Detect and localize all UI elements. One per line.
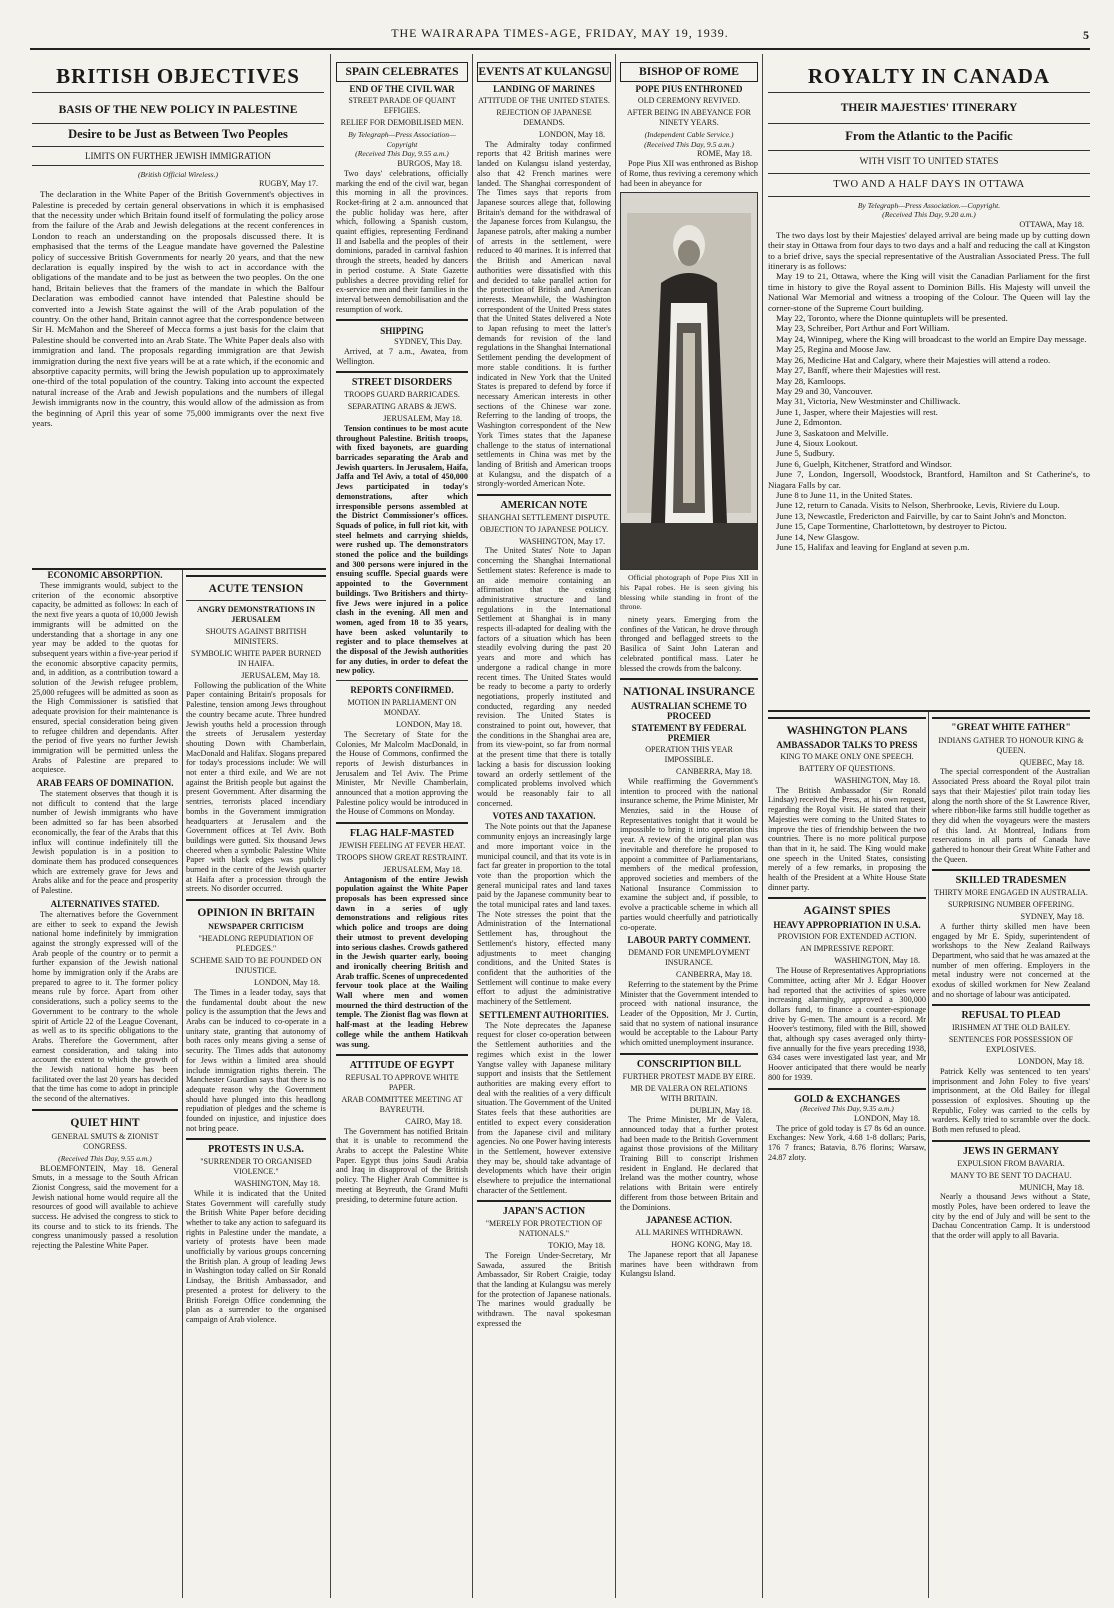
article-body: The Foreign Under-Secretary, Mr Sawada, assured the British Ambassador, Sir Robert Craigie, today that the landing at Kulangsu was merely for the protection of Japanese nationals. The marines would gradually be withdrawn. The naval spokesman expressed the [477,1250,611,1328]
subheadline: SEPARATING ARABS & JEWS. [347,402,457,412]
section-heading: REPORTS CONFIRMED. [350,685,454,696]
received-line: (Received This Day, 9.5 a.m.) [644,139,734,149]
article-body: The price of gold today is £7 8s 6d an ounce. Exchanges: New York, 4.68 1-8 dollars; Paris, 176 7 francs; Batavia, 8.76 florins; Warsaw, 24.87 zloty. [768,1123,926,1162]
subheadline: IRISHMEN AT THE OLD BAILEY. [951,1023,1070,1033]
subheadline: TWO AND A HALF DAYS IN OTTAWA [833,178,1025,190]
dateline: WASHINGTON, May 18. [834,956,920,966]
article-body: The United States' Note to Japan concerning the Shanghai International Settlement states: Reference is made to an aide memoire containing an affirmation that the existing administrative structure and land regulations in the International Settlement at Shanghai is in many respects ill-adapted for dealing with the factors of a situation which has been steadily evolving during the past 20 years and more and which has undergone a radical change in more recent times. The United States would be ready to become a party to orderly negotiations, properly instituted and conducted, regarding any needed revision. The United States is constrained to point out, however, that the conditions in the Shanghai area are, from its view-point, so far from normal at the present time that there is totally lacking a basis for discussion looking toward an orderly settlement of the complicated problems involved which would be reasonably fair to all concerned. [477,546,611,808]
article-body: While it is indicated that the United States Government will carefully study the British White Paper before deciding whether to take any action to safeguard its rights in Palestine under the mandate, a variety of protests have been made unofficially by various groups concerning the British plan. A group of leading Jews in Washington today called on Sir Ronald Lindsay, the British Ambassador, and presented a protest for delivery to the British Foreign Office condemning the plan as a surrender to the organised campaign of Arab violence. [186,1188,326,1324]
photo-caption: Official photograph of Pope Pius XII in his Papal robes. He is seen giving his blessing while standing in front of the throne. [620,573,758,612]
dateline: HONG KONG, May 18. [671,1240,752,1250]
itinerary-item: June 15, Cape Tormentine, Charlottetown, by destroyer to Pictou. [776,521,1007,532]
section-heading: VOTES AND TAXATION. [492,811,596,822]
article-body: The special correspondent of the Australian Associated Press aboard the Royal pilot train says that their Majesties' pilot train today lies along the north shore of the St Lawrence River, where ribbon-like farms still huddle together as they did when the voyageurs were the masters of this land. At Montreal, Indians from reservations in all parts of Canada have gathered to honour their Great White Father and the Queen. [932,767,1090,864]
subheadline: BATTERY OF QUESTIONS. [799,764,895,773]
subheadline: TROOPS GUARD BARRICADES. [344,390,460,400]
article-body: The British Ambassador (Sir Ronald Lindsay) received the Press, at his own request, regarding the Royal visit. He stated that their Majesties were coming to the United States to improve the ties of friendship between the two countries. There is no more political purpose than that in it, he said. The King would make one speech in the United States, consisting merely of a few remarks, in proposing the health of the President at a White House State dinner party. [768,785,926,892]
article-body: Tension continues to be most acute throughout Palestine. British troops, with fixed bayonets, are guarding barricades separating the Arab and Jewish quarters. In Jerusalem, Haifa, Jaffa and Tel Aviv, a total of 450,000 Jews participated in today's demonstrations, after which irresponsible persons assembled at the District Commissioner's offices. Squads of police, in full riot kit, with steel helmets and carrying shields, were rushed up. The demonstrators stoned the police and the buildings and 300 persons were injured in the ensuing scuffle. Special guards were appointed to the Government buildings. Two Britishers and thirty-five Jews were injured in a police clash in the evening. All men and women, aged from 18 to 35 years, have been asked voluntarily to register and to place themselves at the disposal of the Jewish authorities for any duties, in order to defeat the new policy. [336,423,468,676]
section-heading: LABOUR PARTY COMMENT. [627,935,751,946]
article-body: Antagonism of the entire Jewish population against the White Paper proposals has been expressed since dawn in a series of ugly demonstrations and religious rites which police and troops are doing their utmost to prevent developing into serious clashes. Crowds gathered in the Jewish quarter early, booing and ironically cheering British and Arab traffic. Scenes of unprecedented fervour took place at the Wailing Wall where men and women mourned the third destruction of the temple. The Zionist flag was flown at half-mast at the leading Hebrew college while the anthem Hatikvah was sung. [336,874,468,1049]
itinerary-list [768,271,1090,552]
dateline: LONDON, May 18. [539,130,605,139]
subheadline: HEAVY APPROPRIATION IN U.S.A. [773,920,921,931]
subheadline: MANY TO BE SENT TO DACHAU. [950,1170,1072,1180]
headline: SHIPPING [380,326,424,337]
subheadline: SHANGHAI SETTLEMENT DISPUTE. [477,512,611,522]
headline: NATIONAL INSURANCE [623,686,755,699]
subheadline: INDIANS GATHER TO HONOUR KING & QUEEN. [938,735,1084,755]
headline: ATTITUDE OF EGYPT [349,1060,455,1072]
article-body: A further thirty skilled men have been engaged by Mr E. Spidy, superintendent of workshops to the New Zealand Railways Department, who said that he was amazed at the number of men offering. Employers in the metal industry were not concerned at the exodus of skilled workmen for New Zealand and no shortage of labour was anticipated. [932,921,1090,999]
masthead [30,26,1090,50]
itinerary-item: May 19 to 21, Ottawa, where the King will visit the Canadian Parliament for the first time in history to give the Royal assent to Dominion Bills. His Majesty will unveil the National War Memorial and witness a trooping of the Colour. The Queen will lay the corner-stone of the Supreme Court building. [768,271,1090,313]
headline: CONSCRIPTION BILL [636,1058,742,1070]
dateline: RUGBY, May 17. [259,179,318,189]
dateline: OTTAWA, May 18. [1019,220,1084,230]
article-body: The Times in a leader today, says that the fundamental doubt about the new policy is the assumption that the Jews and Arabs can be induced to co-operate in a unitary state, granting that autonomy of both races only means giving a sense of security. The Times adds that autonomy for Jews within a limited area should include immigration rights therein. The Manchester Guardian says that there is no adequate reason why the Government should have plunged into this headlong repudiation of pledges and the scheme is founded on injustice, and injustice does not bring peace. [186,987,326,1133]
headline: STREET DISORDERS [351,377,453,389]
itinerary-item: June 14, New Glasgow. [776,531,860,542]
headline: ACUTE TENSION [208,583,304,595]
article-body: These immigrants would, subject to the criterion of the economic absorptive capacity, be admitted as follows: In each of the next five years a quota of 10,000 Jewish immigrants will be admitted on the understanding that a shortage in any one year may be added to the quotas for subsequent years within a five-year period if the economic absorptive capacity permits, and, in addition, as a contribution toward a solution of the Jewish refugee problem, 25,000 refugees will be admitted as soon as the High Commissioner is satisfied that adequate provision for their maintenance is ensured, special consideration being given to refugee children and dependants. After the period of five years no further Jewish immigration will be permitted unless the Arabs of Palestine are prepared to acquiesce. [32,581,178,775]
headline: ROYALTY IN CANADA [807,64,1051,88]
article-body: Nearly a thousand Jews without a State, mostly Poles, have been ordered to leave the city by the end of July and will be sent to the Dachau Concentration Camp. It is understood that the order will apply to all Bavaria. [932,1192,1090,1241]
article-body: The Secretary of State for the Colonies, Mr Malcolm MacDonald, in the House of Commons, confirmed the reports of Jewish disturbances in Jerusalem and Tel Aviv. The Prime Minister, Mr Neville Chamberlain, announced that a motion approving the Palestine policy would be introduced in the House of Commons on Monday. [336,729,468,817]
dateline: LONDON, May 18. [1018,1057,1084,1067]
article-royalty-in-canada [768,54,1090,704]
article-body: The alternatives before the Government are either to seek to expand the Jewish national home indefinitely by immigration against the strongly expressed will of the Arab people of the country or to permit a further expansion of the Jewish national home by immigration only if the Arabs are prepared to agree to it. The former policy means rule by force. Apart from other considerations, such a policy seems to the Government to be contrary to the whole spirit of Article 22 of the League Covenant, as well as to its specific obligations to the Arabs. Therefore the Government, after earnest consideration, and taking into account the extent to which the growth of the Jewish national home has been facilitated over the last 20 years has decided that the time has come to adopt in principle the second of the alternatives. [32,909,178,1104]
headline: JAPAN'S ACTION [502,1206,586,1218]
subheadline: THEIR MAJESTIES' ITINERARY [840,102,1018,114]
itinerary-item: June 1, Jasper, where their Majesties will rest. [776,406,938,417]
headline: SKILLED TRADESMEN [955,875,1067,887]
subheadline: SENTENCES FOR POSSESSION OF EXPLOSIVES. [948,1035,1074,1055]
subheadline: SYMBOLIC WHITE PAPER BURNED IN HAIFA. [190,649,321,668]
article-body: Following the publication of the White Paper containing Britain's proposals for Palestine, tension among Jews throughout the country became acute. Three hundred Jewish youths held a procession through the streets of Jerusalem yesterday shouting Down with Chamberlain, MacDonald and Halifax. Slogans prepared for today's processions include: We will not enter a third exile, and We are not against the British people but against the present Government. After disarming the sentries, terrorists placed incendiary bombs in the Government immigration headquarters at Jerusalem and the Government offices at Tel Aviv. Both buildings were gutted. Six thousand Jews cheered when a symbolic Palestine White Paper with black edges was publicly burned in the centre of the Jewish quarter at Haifa after a procession through the streets. No disorder occurred. [186,680,326,894]
column-rule [330,54,331,1598]
subheadline: AN IMPRESSIVE REPORT. [800,944,894,954]
dateline: JERUSALEM, May 18. [241,671,320,680]
article-british-objectives [32,54,324,568]
subheadline: SHOUTS AGAINST BRITISH MINISTERS. [205,627,307,646]
dateline: LONDON, May 18. [854,1113,920,1123]
dateline: WASHINGTON, May 17. [519,536,605,546]
subheadline: JEWISH FEELING AT FEVER HEAT. [338,840,466,850]
subheadline: OPERATION THIS YEAR IMPOSSIBLE. [645,745,733,765]
subheadline: GENERAL SMUTS & ZIONIST CONGRESS. [51,1131,159,1151]
subheadline: FURTHER PROTEST MADE BY EIRE. [622,1071,756,1081]
masthead-title: THE WAIRARAPA TIMES-AGE, FRIDAY, MAY 19, 1939. [391,26,729,40]
article-body: The Note points out that the Japanese community enjoys an increasingly large and more important voice in the municipal council, and that its vote is in fact far greater in proportion to the total vote than the proportion which the general municipal rates and land taxes paid by the Japanese community bear to the total municipal rates and land taxes. The Note stresses the point that the Administration of the International Settlement has, throughout the Settlement's history, effected many adjustments to meet changing conditions, and the United States is confident that the authorities of the Settlement will continue to make every effort to adjust the administrative machinery of the Settlement. [477,822,611,1007]
itinerary-item: May 29 and 30, Vancouver. [776,385,873,396]
subheadline: MR DE VALERA ON RELATIONS WITH BRITAIN. [630,1083,748,1103]
itinerary-item: June 12, return to Canada. Visits to Nelson, Sherbrooke, Levis, Riviere du Loup. [776,500,1060,511]
dateline: CAIRO, May 18. [405,1116,462,1126]
subheadline: STREET PARADE OF QUAINT EFFIGIES. [348,96,456,115]
dateline: CANBERRA, May 18. [676,970,752,980]
headline: AGAINST SPIES [803,905,891,918]
dateline: LONDON, May 18. [396,720,462,730]
itinerary-item: June 8 to June 11, in the United States. [776,489,913,500]
dateline: TOKIO, May 18. [548,1241,605,1251]
itinerary-item: May 31, Victoria, New Westminster and Chilliwack. [776,396,961,407]
subheadline: EXPULSION FROM BAVARIA. [957,1158,1065,1168]
subheadline: RELIEF FOR DEMOBILISED MEN. [340,118,464,127]
headline: EVENTS AT KULANGSU [477,62,611,82]
article-body: The two days lost by their Majesties' delayed arrival are being made up by cutting down their stay in Ottawa from four days to two days and a half and reducing the call at Kingston to a brief drive, says the special representative of the Australian Associated Press. The full itinerary is as follows: [768,229,1090,272]
section-heading: JAPANESE ACTION. [646,1215,732,1226]
dateline: BURGOS, May 18. [397,159,462,169]
article-body: Arrived, at 7 a.m., Awatea, from Wellington. [336,347,468,366]
article-body: The declaration in the White Paper of the British Government's objectives in Palestine is preceded by certain general observations in which it is emphasised that the necessity under which Britain found itself of formulating the policy arose from the failure of the Arab and Jewish delegations at the recent conferences in London to reach an understanding on the proposals discussed there. It is emphasised that the terms of the League mandate have governed the Palestine policy of successive British Governments for nearly 20 years, and that the new declaration is equally inspired by the wish to act in accordance with the obligations of the mandate and to be just as between the two peoples. On the one hand, Britain believes that the framers of the mandate in which the Balfour Declaration was embodied cannot have intended that Palestine should be converted into a Jewish State against the will of the Arab population of the country. On the other hand, Britain cannot agree that the correspondence between Sir H. McMahon and the Shereef of Mecca forms a just basis for the claim that Palestine should be converted into an Arab State. The White Paper deals also with immigration and land. The proposals regarding immigration are that Jewish immigration during the next five years will be at a rate which, if the economic and absorptive capacity permits, will bring the Jewish population up to approximately one-third of the total population of the country. Taking into account the expected natural increase of the Arab and Jewish populations and the numbers of illegal Jewish immigrants now in the country, this would allow of the admission as from the beginning of April this year of some 75,000 immigrants over the next five years. [32,189,324,429]
subheadline: AMBASSADOR TALKS TO PRESS [776,740,918,750]
subheadline: STATEMENT BY FEDERAL PREMIER [631,723,747,744]
article-kulangsu [477,54,611,1598]
headline: BISHOP OF ROME [620,62,758,82]
column-rule [615,54,616,1598]
subheadline: THIRTY MORE ENGAGED IN AUSTRALIA. [934,888,1088,898]
itinerary-item: June 15, Halifax and leaving for England at seven p.m. [776,542,970,552]
itinerary-item: May 28, Kamloops. [776,375,846,386]
page-number: 5 [1083,28,1090,42]
subheadline: SCHEME SAID TO BE FOUNDED ON INJUSTICE. [190,956,322,976]
subheadline: ANGRY DEMONSTRATIONS IN JERUSALEM [197,605,315,624]
subheadline: ALL MARINES WITHDRAWN. [635,1228,743,1238]
subheadline: BASIS OF THE NEW POLICY IN PALESTINE [58,104,298,116]
subheadline: PROVISION FOR EXTENDED ACTION. [777,932,917,942]
article-body: The statement observes that though it is not difficult to contend that the large number of Jewish immigrants who have been admitted so far has been absorbed economically, the fear of the Arabs that this influx will continue indefinitely till the Jewish population is in a position to dominate them has produced consequences which are extremely grave for Jews and Arabs alike and for the peace and prosperity of Palestine. [32,789,178,896]
itinerary-item: June 2, Edmonton. [776,417,842,428]
subheadline: "SURRENDER TO ORGANISED VIOLENCE." [200,1157,312,1177]
article-pope [620,54,758,1598]
article-body: Pope Pius XII was enthroned as Bishop of Rome, thus reviving a ceremony which had been in abeyance for [620,159,758,188]
dateline: SYDNEY, This Day. [394,337,462,347]
section-heading: SETTLEMENT AUTHORITIES. [479,1009,609,1020]
dateline: DUBLIN, May 18. [689,1105,752,1115]
subheadline: From the Atlantic to the Pacific [845,129,1013,143]
subheadline: Desire to be Just as Between Two Peoples [68,127,288,141]
received-line: (Received This Day, 9.55 a.m.) [58,1153,152,1163]
article-body: The Japanese report that all Japanese marines have been withdrawn from Kulangsu Island. [620,1249,758,1279]
subheadline: LANDING OF MARINES [493,84,595,94]
subheadline: ATTITUDE OF THE UNITED STATES. [478,96,610,105]
itinerary-item: May 23, Schreiber, Port Arthur and Fort William. [776,323,950,334]
article-body: Referring to the statement by the Prime Minister that the Government intended to proceed with national insurance, the Leader of the Opposition, Mr J. Curtin, said that no system of national insurance would be acceptable to the Labour Party which omitted unemployment insurance. [620,979,758,1048]
article-washington-plans [768,712,926,1598]
byline: By Telegraph—Press Association—Copyright [348,130,456,149]
itinerary-item: June 7, London, Ingersoll, Woodstock, Brantford, Hamilton and St Catherine's, to Niagara Falls by car. [768,469,1090,490]
itinerary-item: June 4, Sioux Lookout. [776,437,858,448]
headline: WASHINGTON PLANS [786,725,908,737]
article-british-objectives-continued [32,570,178,1598]
itinerary-item: June 3, Saskatoon and Melville. [776,427,889,438]
subheadline: KING TO MAKE ONLY ONE SPEECH. [780,752,914,761]
article-body: ninety years. Emerging from the confines of the Vatican, he drove through thronged and beflagged streets to the Basilica of Saint John Lateran and celebrated pontifical mass. Later he blessed the crowds from the balcony. [620,615,758,673]
column-rule [472,54,473,1598]
section-rule [768,710,1090,712]
source-line: (Independent Cable Service.) [644,130,734,139]
itinerary-item: June 13, Newcastle, Fredericton and Fairville, by car to Saint John's and Moncton. [776,510,1067,521]
article-great-white-father [932,712,1090,1598]
itinerary-item: May 24, Winnipeg, where the King will broadcast to the world an Empire Day message. [776,333,1087,344]
received-line: (Received This Day, 9.35 a.m.) [800,1104,894,1114]
article-body: The Admiralty today confirmed reports that 42 British marines were landed on Kulangsu island yesterday, also that 42 French marines were landed. The Shanghai correspondent of The Times says that reports from Japanese sources allege that, following Britain's demand for the withdrawal of the Japanese forces from Kulangsu, the Japanese patrols, after making a number of arrests in the settlement, were reduced to 40 marines. It is inferred that the British and American naval authorities were dissatisfied with this and decided to take parallel action for the protection of British and American interests. Meanwhile, the Washington correspondent of the United Press states that the United States delivered a Note to Japan refusing to meet the latter's demands for revision of the land regulations in the Shanghai International Settlement pending the development of more stable conditions. It is further indicated in New York that the United States is prepared to defend by force if necessary American interests in other sections of the Chinese war zone. Referring to the landing of troops, the Washington correspondent of the New York Times states that the Japanese challenge to the status of international settlements in China was met by the landing of British and American troops at Kulangsu, and the dispatch of a strongly-worded American Note. [477,139,611,489]
article-body: The House of Representatives Appropriations Committee, acting after Mr J. Edgar Hoover had reported that the activities of spies were increasing alarmingly, approved a 300,000 dollars fund, to finance a counter-espionage drive by G-men. The amount is a record. Mr Hoover's testimony, filed with the Bill, showed that, although spy cases averaged only thirty-five annually for the five years preceding 1938, 634 cases were investigated last year, and Mr Hoover anticipated that there would be nearly 800 for 1939. [768,966,926,1082]
itinerary-item: May 26, Medicine Hat and Calgary, where their Majesties will attend a rodeo. [776,354,1051,365]
dateline: LONDON, May 18. [254,978,320,988]
headline: SPAIN CELEBRATES [336,62,468,82]
subheadline: MOTION IN PARLIAMENT ON MONDAY. [347,698,457,718]
dateline: JERUSALEM, May 18. [383,414,462,424]
subheadline: TROOPS SHOW GREAT RESTRAINT. [336,852,468,862]
itinerary-item: May 27, Banff, where their Majesties will rest. [776,365,941,376]
headline: JEWS IN GERMANY [962,1145,1060,1157]
article-acute-tension [186,570,326,1598]
dateline: MUNICH, May 18. [1019,1182,1084,1192]
pope-photograph [620,192,758,570]
subheadline: DEMAND FOR UNEMPLOYMENT INSURANCE. [628,948,750,968]
itinerary-item: June 6, Guelph, Kitchener, Stratford and Windsor. [776,458,953,469]
subheadline: POPE PIUS ENTHRONED [635,84,743,94]
dateline: ROME, May 18. [696,149,752,159]
dateline: WASHINGTON, May 18. [834,776,920,785]
subheadline: REFUSAL TO APPROVE WHITE PAPER. [345,1072,459,1092]
headline: REFUSAL TO PLEAD [961,1010,1061,1022]
subheadline: AFTER BEING IN ABEYANCE FOR NINETY YEARS. [626,108,751,127]
dateline: CANBERRA, May 18. [676,767,752,777]
column-rule [762,54,763,1598]
subheadline: END OF THE CIVIL WAR [349,84,455,94]
dateline: WASHINGTON, May 18. [234,1179,320,1189]
headline: QUIET HINT [70,1116,140,1129]
subheadline: "HEADLONG REPUDIATION OF PLEDGES." [198,934,314,954]
headline: AMERICAN NOTE [500,500,588,512]
subheadline: LIMITS ON FURTHER JEWISH IMMIGRATION [85,150,271,161]
article-body: Two days' celebrations, officially marking the end of the civil war, began this morning in all the provinces. Rocket-firing at 2 a.m. announced that the public holiday was here, after which, following a Spanish custom, quaint effigies, representing Ferdinand II and Isabella and the peoples of their dominions, paraded in carnival fashion through the streets, headed by dancers in period costume. A State Gazette publishes a decree providing relief for ex-service men and their families in the interval between demobilisation and the resumption of work. [336,168,468,314]
article-body: The Note deprecates the Japanese request for closer co-operation between the Settlement authorities and the regimes which exist in the lower Yangtse valley with Japanese military support and insists that the Settlement authorities are making every effort to deal with the realities of a very difficult situation. The Government of the United States feels that these authorities are entitled to expect every consideration from the Japanese civil and military agencies. No one Power having interests in the Settlement, however extensive they may be, should take advantage of developments which have their origin elsewhere to prejudice the international character of the Settlement. [477,1020,611,1195]
dateline: QUEBEC, May 18. [1019,757,1084,767]
itinerary-item: June 5, Sudbury. [776,448,835,459]
itinerary-item: May 22, Toronto, where the Dionne quintuplets will be presented. [776,313,1008,324]
dateline: JERUSALEM, May 18. [383,864,462,874]
pope-figure-image [621,193,757,569]
article-body: The Government has notified Britain that it is unable to recommend the Arabs to accept the Palestine White Paper. Egypt thus joins Saudi Arabia and Iraq in disapproval of the British policy. The Higher Arab Committee is meeting at Beyreuth, the Grand Mufti presiding, to determine future action. [336,1126,468,1204]
article-body: The Prime Minister, Mr de Valera, announced today that a further protest had been made to the British Government against those provisions of the Military Training Bill to conscript Irishmen resident in England. He declared that Ireland was the mother country, whose relations with Britain were entirely different from those between Britain and the Dominions. [620,1115,758,1212]
section-heading: ECONOMIC ABSORPTION. [47,570,163,580]
article-body: Patrick Kelly was sentenced to ten years' imprisonment and John Foley to five years' imprisonment, at the Old Bailey for illegal possession of explosives. Shouting up the Republic, Foley was carried to the cells by warders. Kelly tried to scramble over the dock. Both men refused to plead. [932,1066,1090,1135]
headline: FLAG HALF-MASTED [349,828,455,840]
byline: By Telegraph—Press Association.—Copyright. [857,200,1001,210]
received-line: (Received This Day, 9.55 a.m.) [355,149,449,159]
source-line: (British Official Wireless.) [137,169,219,179]
section-heading: ALTERNATIVES STATED. [50,898,160,909]
section-heading: ARAB FEARS OF DOMINATION. [36,778,174,789]
subheadline: NEWSPAPER CRITICISM [208,922,304,932]
headline: PROTESTS IN U.S.A. [208,1144,304,1156]
subheadline: REJECTION OF JAPANESE DEMANDS. [496,108,592,127]
article-spain [336,54,468,1598]
subheadline: "MERELY FOR PROTECTION OF NATIONALS." [485,1219,603,1239]
headline: BRITISH OBJECTIVES [56,64,300,88]
dateline: SYDNEY, May 18. [1020,912,1084,922]
article-body: BLOEMFONTEIN, May 18. General Smuts, in a message to the South African Zionist Congress, said the movement for a Jewish national home would require all the resources of good will available to achieve success. He advised the congress to stick to its course and to stick to its friends. The congress unanimously passed a resolution rejecting the Palestine White Paper. [32,1163,178,1251]
subheadline: ARAB COMMITTEE MEETING AT BAYREUTH. [341,1094,463,1114]
subheadline: AUSTRALIAN SCHEME TO PROCEED [631,701,747,722]
section-rule [32,568,326,570]
itinerary-item: May 25, Regina and Moose Jaw. [776,344,891,355]
subheadline: OBJECTION TO JAPANESE POLICY. [479,524,609,534]
headline: GOLD & EXCHANGES [793,1093,901,1105]
column-rule [928,712,929,1598]
column-rule [182,570,183,1598]
headline: "GREAT WHITE FATHER" [951,723,1071,733]
subheadline: WITH VISIT TO UNITED STATES [859,156,999,167]
headline: OPINION IN BRITAIN [197,907,315,920]
subheadline: SURPRISING NUMBER OFFERING. [947,900,1075,910]
subheadline: OLD CEREMONY REVIVED. [637,96,741,105]
article-body: While reaffirming the Government's intention to proceed with the national insurance scheme, the Prime Minister, Mr Menzies, said in the House of Representatives tonight that it would be impossible to bring it into operation this year. A review of the original plan was inevitable and therefore he proposed to appoint a committee of Parliamentarians, members of the medical profession, approved societies and members of the National Insurance Commission to examine the subject and, if possible, to evolve a practicable scheme in which all parties would cheerfully and patriotically co-operate. [620,776,758,932]
received-line: (Received This Day, 9.20 a.m.) [882,210,976,220]
